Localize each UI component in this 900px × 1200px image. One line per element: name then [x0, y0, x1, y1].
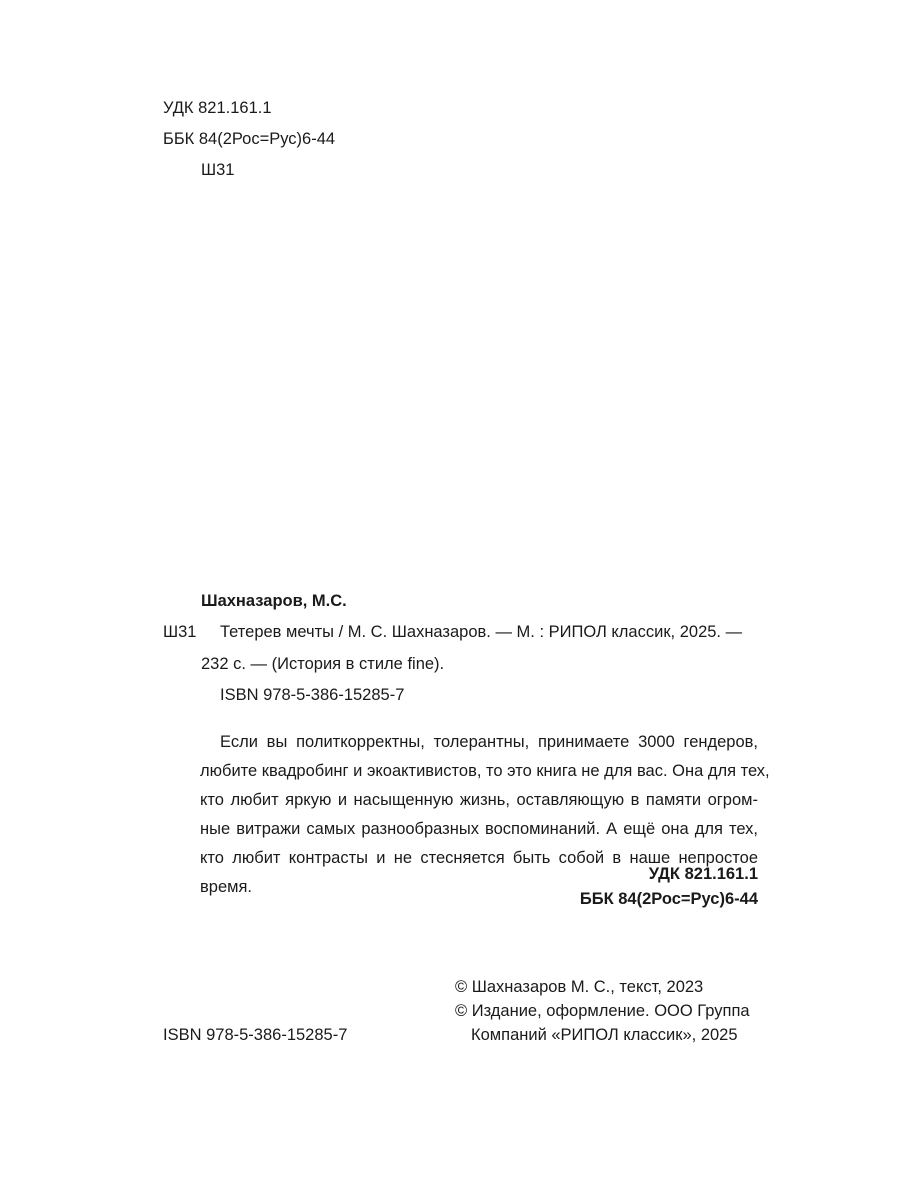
udk-code-bottom: УДК 821.161.1: [648, 865, 758, 883]
copyright-publisher-cont: Компаний «РИПОЛ классик», 2025: [471, 1026, 738, 1044]
copyright-author: © Шахназаров М. С., текст, 2023: [455, 978, 704, 996]
annotation-line: кто любит яркую и насыщенную жизнь, оставляющую в памяти огром-: [200, 791, 758, 809]
bbk-code-top: ББК 84(2Рос=Рус)6-44: [163, 130, 336, 148]
author-sign-top: Ш31: [201, 161, 235, 179]
title-line-2: 232 с. — (История в стиле fine).: [201, 655, 445, 673]
isbn-bottom: ISBN 978-5-386-15285-7: [163, 1026, 348, 1044]
bbk-code-bottom: ББК 84(2Рос=Рус)6-44: [579, 890, 758, 908]
annotation-line: любите квадробинг и экоактивистов, то это книга не для вас. Она для тех,: [200, 762, 770, 780]
title-line-1: Тетерев мечты / М. С. Шахназаров. — М. : РИПОЛ классик, 2025. —: [220, 623, 743, 641]
udk-code-top: УДК 821.161.1: [163, 99, 272, 117]
annotation-line: ные витражи самых разнообразных воспоминаний. А ещё она для тех,: [200, 820, 758, 838]
copyright-publisher: © Издание, оформление. ООО Группа: [455, 1002, 750, 1020]
annotation-line: кто любит контрасты и не стесняется быть собой в наше непростое: [200, 849, 758, 867]
annotation-line: Если вы политкорректны, толерантны, принимаете 3000 гендеров,: [220, 733, 758, 751]
isbn-record: ISBN 978-5-386-15285-7: [220, 686, 405, 704]
annotation-line: время.: [200, 878, 252, 896]
author-sign: Ш31: [163, 623, 197, 641]
author-heading: Шахназаров, М.С.: [201, 592, 347, 610]
